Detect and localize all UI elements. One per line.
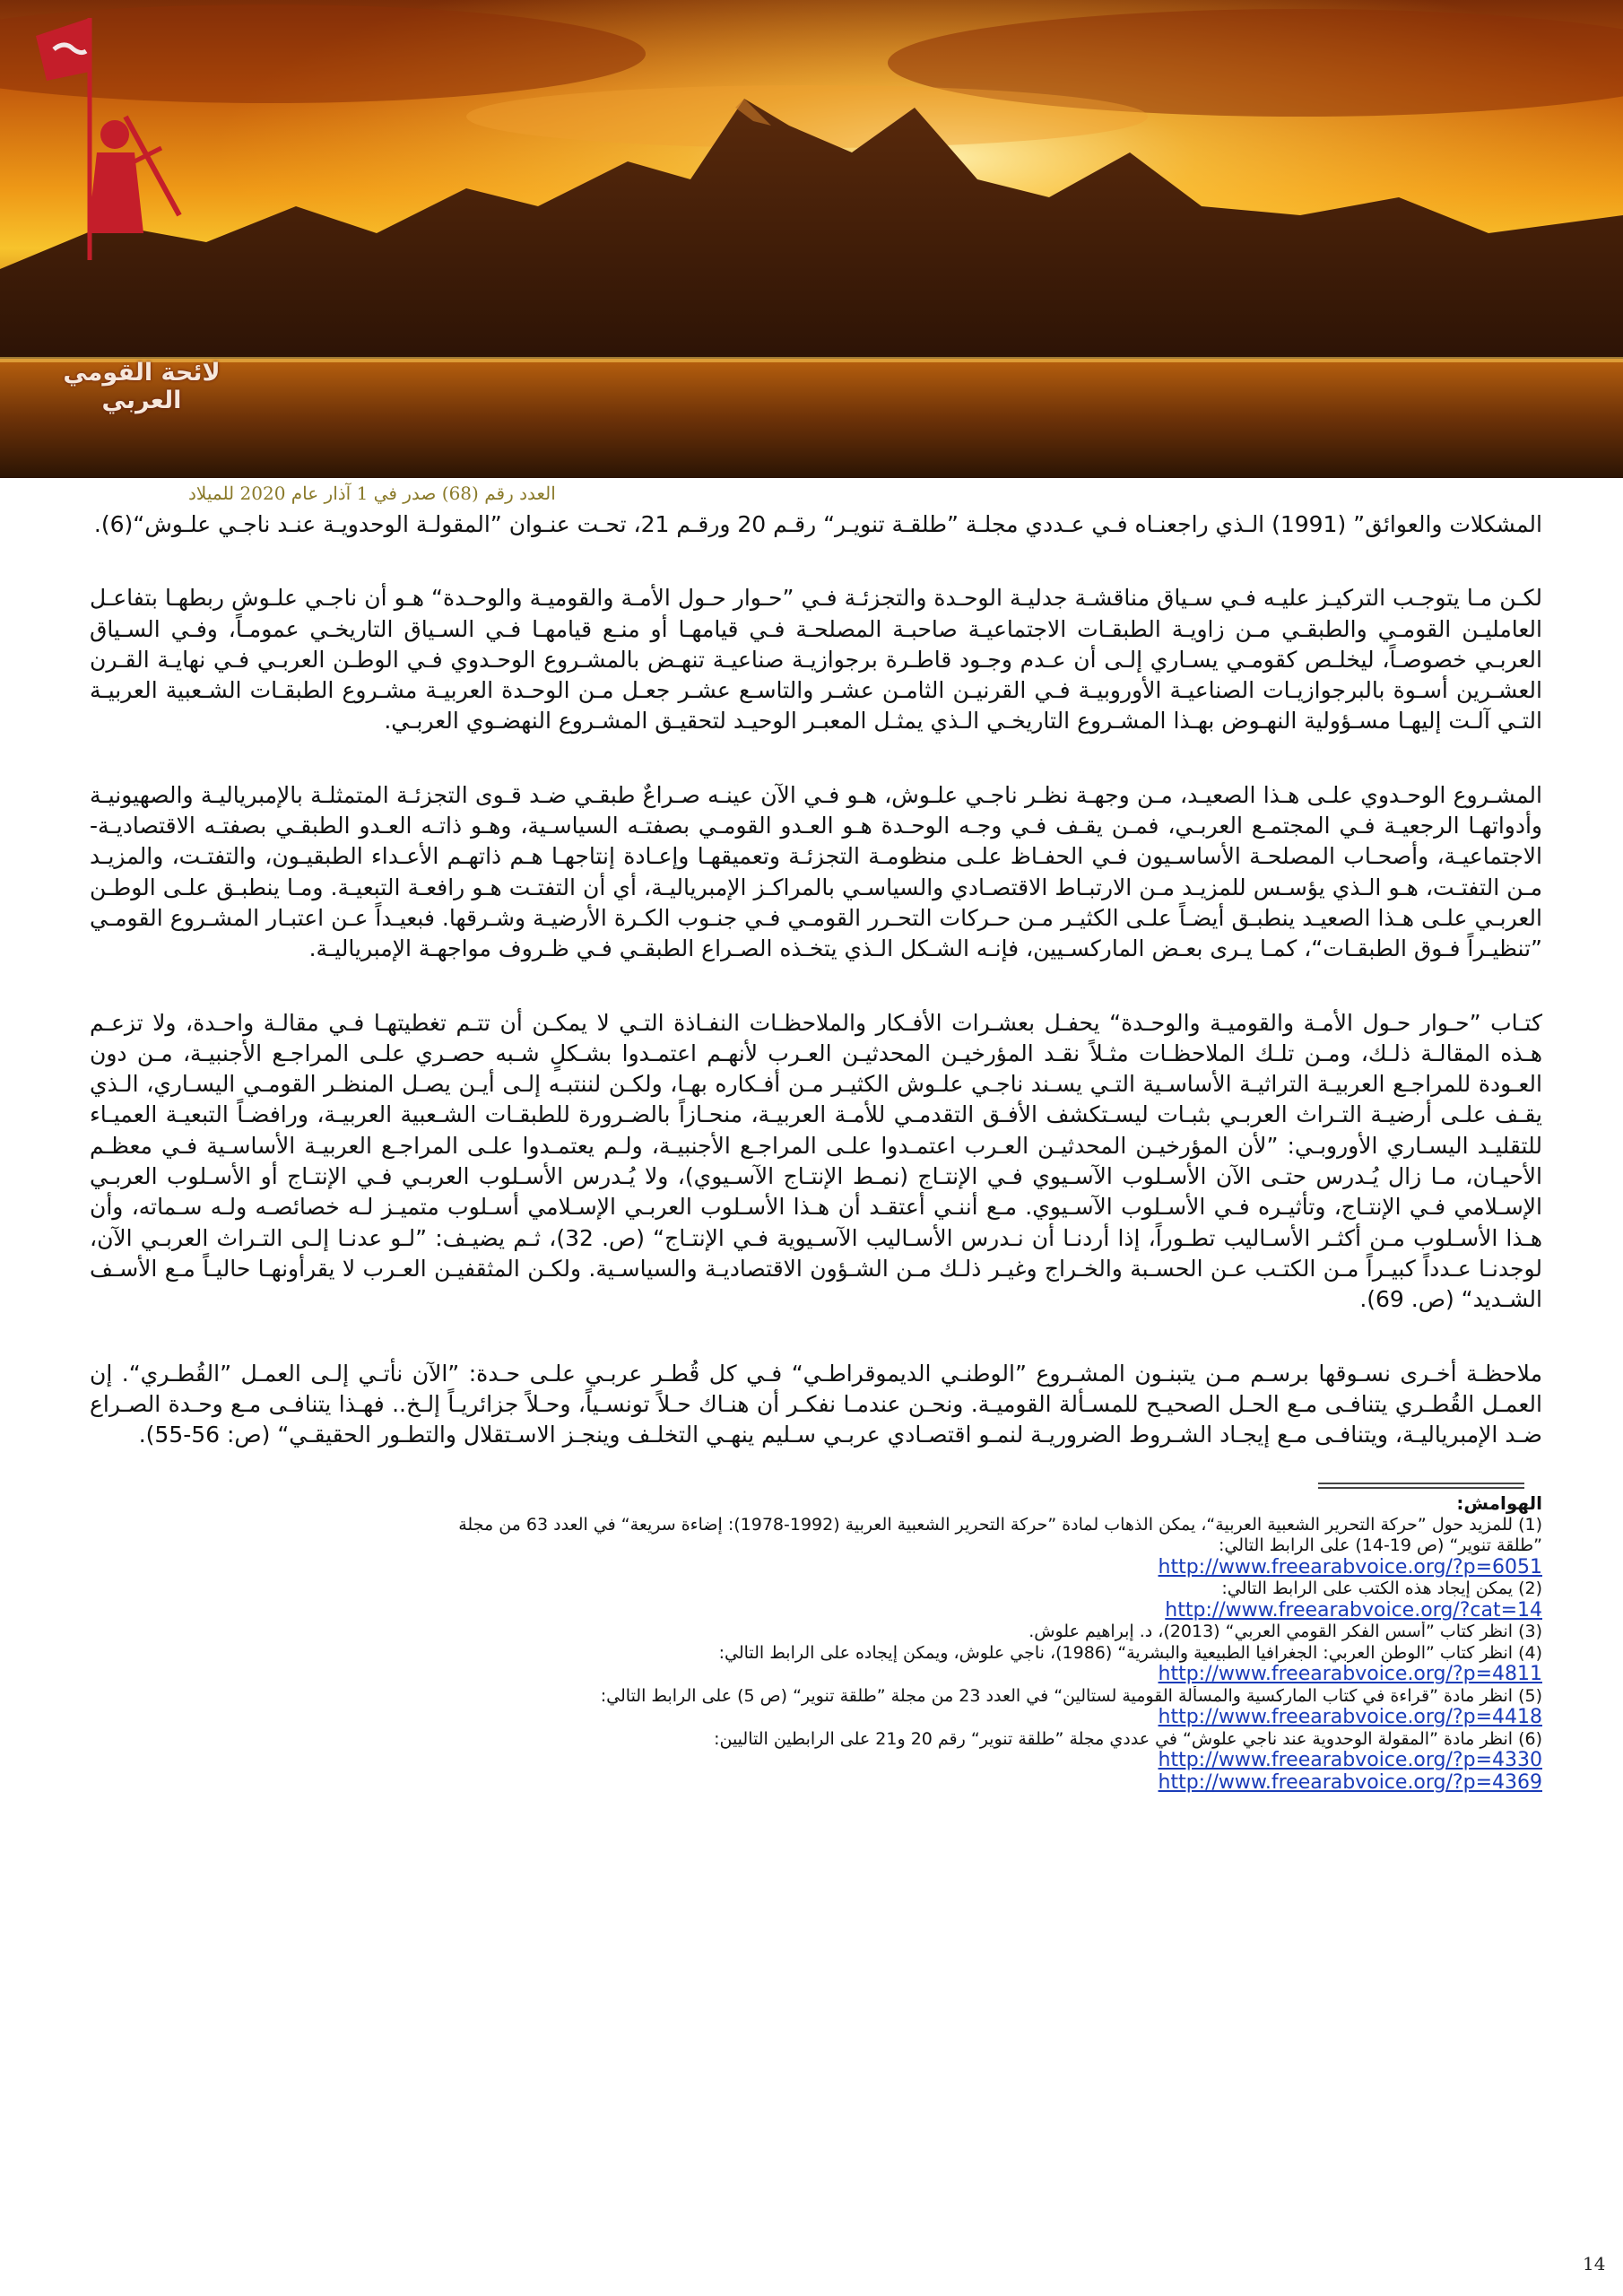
paragraph: المشكلات والعوائق” (1991) الـذي راجعنـاه فـي عـددي مجلـة ”طلقـة تنويـر“ رقـم 20 ورقـم 21، تحـت عنـوان ”المقولـة الوحدويـة عنـد ناجـي علـوش“(6). — [93, 511, 1542, 537]
footnote-line: (5) انظر مادة ”قراءة في كتاب الماركسية والمسألة القومية لستالين“ في العدد 23 من مجلة ”طلقة تنوير“ (ص 5) على الرابط التالي: — [600, 1685, 1542, 1706]
footnotes-title: الهوامش: — [1456, 1492, 1542, 1514]
article-body — [90, 509, 1542, 1493]
paragraph: كتـاب ”حـوار حـول الأمـة والقوميـة والوحـدة“ يحفـل بعشـرات الأفـكار والملاحظـات النفـاذة التـي لا يمكـن أن تتـم تغطيتهـا فـي مقالـة واحـدة، ولا تزعـم هـذه المقالـة ذلـك، ومـن تلـك الملاحظـات مثـلاً نقـد المؤرخيـن المحدثيـن العـرب لأنهـم اعتمـدوا بشـكلٍ شـبه حصـري علـى المراجـع الأجنبيـة، مـن دون العـودة للمراجـع العربيـة التراثيـة الأساسـية التـي يسـند ناجـي علـوش الكثيـر مـن أفـكاره بهـا، ولكـن لننتبـه إلـى أيـن يصـل المنظـر القومـي اليسـاري، الـذي يقـف علـى أرضيـة التـراث العربـي بثبـات ليسـتكشف الأفـق التقدمـي للأمـة العربيـة، منحـازاً بالضـرورة للطبقـات الشـعبية العربيـة، ورافضـاً التبعيـة العميـاء للتقليـد اليسـاري الأوروبـي: ”لأن المؤرخيـن المحدثيـن العـرب اعتمـدوا علـى المراجـع الأجنبيـة، ولـم يعتمـدوا علـى المراجـع العربيـة الأساسـية فـي معظـم الأحيـان، مـا زال يُـدرس حتـى الآن الأسـلوب الآسـيوي فـي الإنتـاج (نمـط الإنتـاج الآسـيوي)، ولا يُـدرس الأسـلوب العربـي فـي الإنتـاج أو الأسـلوب العربـي الإسـلامي فـي الإنتـاج، وتأثيـره فـي الأسـلوب الآسـيوي. مـع أننـي أعتقـد أن هـذا الأسـلوب العربـي الإسـلامي أسـلوب متميـز لـه خصائصـه ولـه سـماته، وأن هـذا الأسـلوب مـن أكثـر الأسـاليب تطـوراً، إذا أردنـا أن نـدرس الأسـاليب الآسـيوية فـي الإنتـاج“ (ص. 32)، ثـم يضيـف: ”لـو عدنـا إلـى التـراث العربـي الآن، لوجدنـا عـدداً كبيـراً مـن الكتـب عـن الحسـبة والخـراج وغيـر ذلـك مـن الشـؤون الاقتصاديـة والسياسـية. ولكـن المثقفيـن العـرب لا يقرأونهـا حاليـاً مـع الأسـف الشـديد“ (ص. 69). — [90, 1009, 1542, 1313]
page-number: 14 — [1583, 2253, 1606, 2274]
footnote-line: (6) انظر مادة ”المقولة الوحدوية عند ناجي علوش“ في عددي مجلة ”طلقة تنوير“ رقم 20 و21 على الرابطين التاليين: — [714, 1728, 1542, 1749]
footnote-line: (2) يمكن إيجاد هذه الكتب على الرابط التالي: — [1221, 1578, 1542, 1598]
paragraph: المشـروع الوحـدوي علـى هـذا الصعيـد، مـن وجهـة نظـر ناجـي علـوش، هـو فـي الآن عينـه صـراعٌ طبقـي ضـد قـوى التجزئـة المتمثلـة بالإمبرياليـة والصهيونيـة وأدواتهـا الرجعيـة فـي المجتمـع العربـي، فمـن يقـف فـي وجـه الوحـدة هـو العـدو القومـي بصفتـه السياسـية، وهـو ذاتـه العـدو الطبقـي بصفتـه الاقتصاديـة-الاجتماعيـة، وأصحـاب المصلحـة الأساسـيون فـي الحفـاظ علـى منظومـة التجزئـة وتعميقهـا وإعـادة إنتاجهـا هـم ذاتهـم الأعـداء الطبقيـون، والتفتـت، والمزيـد مـن التفتـت، هـو الـذي يؤسـس للمزيـد مـن الارتبـاط الاقتصـادي والسياسـي بالمراكـز الإمبرياليـة، أي أن التفتـت هـو رافعـة التبعيـة. ومـا ينطبـق علـى الوطـن العربـي علـى هـذا الصعيـد ينطبـق أيضـاً علـى الكثيـر مـن حـركات التحـرر القومـي فـي جنـوب الكـرة الأرضيـة وشـرقها. فبعيـداً عـن اعتبـار المشـروع القومـي ”تنظيـراً فـوق الطبقـات“، كمـا يـرى بعـض الماركسـيين، فإنـه الشـكل الـذي يتخـذه الصـراع الطبقـي فـي ظـروف مواجهـة الإمبرياليـة. — [90, 781, 1542, 962]
footnote-separator — [1318, 1483, 1524, 1489]
footnote-line: (4) انظر كتاب ”الوطن العربي: الجغرافيا الطبيعية والبشرية“ (1986)، ناجي علوش، ويمكن إيجاده على الرابط التالي: — [718, 1642, 1542, 1663]
issue-info: العدد رقم (68) صدر في 1 آذار عام 2020 للميلاد — [188, 483, 556, 504]
header-banner — [0, 0, 1623, 478]
paragraph: ملاحظـة أخـرى نسـوقها برسـم مـن يتبنـون المشـروع ”الوطنـي الديموقراطـي“ فـي كل قُطـر عربـي علـى حـدة: ”الآن نأتـي إلـى العمـل ”القُطـري“. إن العمـل القُطـري يتنافـى مـع الحـل الصحيـح للمسـألة القوميـة. ونحـن عندمـا نفكـر أن هنـاك حـلاً تونسـياً، وحـلاً جزائريـاً إلـخ.. فهـذا يتنافـى مـع وحـدة الصـراع ضـد الإمبرياليـة، ويتنافـى مـع إيجـاد الشـروط الضروريـة لنمـو اقتصـادي عربـي سـليم ينهـي التخلـف وينجـز الاسـتقلال والتطـور الحقيقـي“ (ص: 56-55). — [90, 1360, 1542, 1448]
paragraph: لكـن مـا يتوجـب التركيـز عليـه فـي سـياق مناقشـة جدليـة الوحـدة والتجزئـة فـي ”حـوار حـول الأمـة والقوميـة والوحـدة“ هـو أن ناجـي علـوش ربطهـا بتفاعـل العامليـن القومـي والطبقـي مـن زاويـة الطبقـات الاجتماعيـة صاحبـة المصلحـة فـي قيامهـا أو منـع قيامهـا فـي السـياق التاريخـي عمومـاً، وفـي السـياق العربـي خصوصـاً، ليخلـص كقومـي يسـاري إلـى أن عـدم وجـود قاطـرة برجوازيـة صناعيـة تنهـض بالمشـروع الوحـدوي فـي الوطـن العربـي فـي نهايـة القـرن العشـرين أسـوة بالبرجوازيـات الصناعيـة الأوروبيـة فـي القرنيـن الثامـن عشـر والتاسـع عشـر جعـل مـن الوحـدة العربيـة مشـروع الطبقـات الشـعبية العربيـة التـي آلـت إليهـا مسـؤولية النهـوض بهـذا المشـروع التاريخـي الـذي يمثـل المعبـر الوحيـد لتحقيـق المشـروع النهضـوي العربـي. — [90, 585, 1542, 735]
footnote-link[interactable]: http://www.freearabvoice.org/?p=6051 — [1158, 1556, 1542, 1578]
footnote-link[interactable]: http://www.freearabvoice.org/?p=4369 — [1158, 1771, 1542, 1794]
footnote-line: ”طلقة تنوير“ (ص 19-14) على الرابط التالي: — [1218, 1535, 1542, 1555]
flag-logo-icon — [0, 0, 197, 269]
footnote-link[interactable]: http://www.freearabvoice.org/?cat=14 — [1165, 1599, 1542, 1622]
footnote-line: (1) للمزيد حول ”حركة التحرير الشعبية العربية“، يمكن الذهاب لمادة ”حركة التحرير الشعبية العربية (1992-1978): إضاءة سريعة“ في العدد 63 من مجلة — [458, 1514, 1542, 1535]
footnote-link[interactable]: http://www.freearabvoice.org/?p=4418 — [1158, 1707, 1542, 1728]
footnote-link[interactable]: http://www.freearabvoice.org/?p=4330 — [1158, 1750, 1542, 1771]
logo-text: لائحة القومي العربي — [63, 359, 221, 414]
footnotes — [99, 1493, 1542, 1794]
footnote-line: (3) انظر كتاب ”أسس الفكر القومي العربي“ (2013)، د. إبراهيم علوش. — [1028, 1622, 1542, 1641]
footnote-link[interactable]: http://www.freearabvoice.org/?p=4811 — [1158, 1664, 1542, 1685]
